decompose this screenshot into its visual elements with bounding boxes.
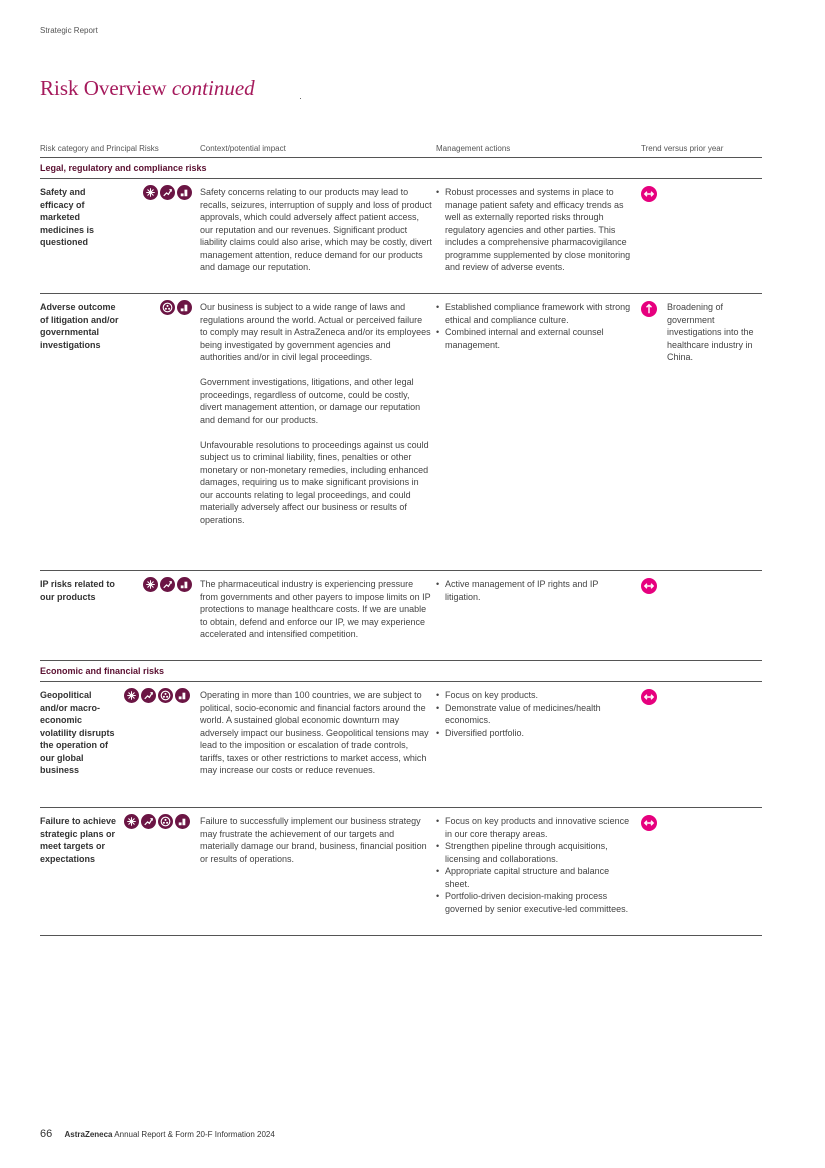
management-actions: [436, 578, 636, 603]
header-management: Management actions: [436, 144, 511, 153]
risk-name: IP risks related to our products: [40, 579, 115, 602]
trend-stable-icon: [641, 815, 657, 831]
context-paragraph: Government investigations, litigations, and other legal proceedings, regardless of outcome, could be costly, divert management attention, or damage our reputation and demand for our products.: [200, 377, 421, 425]
people-icon: [160, 300, 175, 315]
footer-publication: Annual Report & Form 20-F Information 2024: [114, 1130, 275, 1139]
category-legal: Legal, regulatory and compliance risks: [40, 158, 762, 179]
risk-icons: [124, 814, 190, 829]
risk-icons: [124, 688, 190, 703]
risk-name: Adverse outcome of litigation and/or governmental investigations: [40, 302, 119, 350]
header-trend: Trend versus prior year: [641, 144, 724, 153]
risk-context: [200, 815, 432, 865]
finance-icon: [177, 300, 192, 315]
title-continued: continued: [171, 76, 255, 100]
trend-note: Broadening of government investigations into the healthcare industry in China.: [667, 302, 754, 362]
people-icon: [158, 688, 173, 703]
risk-name: Geopolitical and/or macro-economic volatility disrupts the operation of our global business: [40, 690, 115, 775]
action-item: • Combined internal and external counsel management.: [436, 326, 636, 351]
context-paragraph: The pharmaceutical industry is experiencing pressure from governments and other payers to impose limits on IP protections to manage healthcare costs. If we are unable to obtain, defend and enforce our IP, we may experience accelerated and intensified competition.: [200, 579, 431, 639]
context-paragraph: Failure to successfully implement our business strategy may frustrate the achievement of our targets and materially damage our brand, business, financial position or results of operations.: [200, 816, 427, 864]
people-icon: [158, 814, 173, 829]
management-actions: [436, 689, 636, 739]
risk-row-ip: [40, 571, 762, 661]
growth-icon: [141, 814, 156, 829]
finance-icon: [175, 814, 190, 829]
action-item: • Focus on key products and innovative science in our core therapy areas.: [436, 815, 636, 840]
science-icon: [124, 688, 139, 703]
science-icon: [143, 185, 158, 200]
finance-icon: [175, 688, 190, 703]
stray-dot: [300, 98, 301, 99]
risk-icons: [143, 185, 192, 200]
management-actions: [436, 815, 636, 915]
trend-increasing-icon: [641, 301, 657, 317]
risk-row-safety: [40, 179, 762, 294]
action-item: • Active management of IP rights and IP litigation.: [436, 578, 636, 603]
risk-context: [200, 186, 432, 274]
management-actions: [436, 186, 636, 274]
finance-icon: [177, 577, 192, 592]
title-main: Risk Overview: [40, 76, 167, 100]
table-header: [40, 144, 762, 158]
context-paragraph: Operating in more than 100 countries, we are subject to political, socio-economic and financial factors around the world. A sustained global economic downturn may adversely impact our business. Geopolitical tensions may lead to the imposition or escalation of trade controls, tariffs, taxes or other restrictions to market access, which may increase our costs or reduce revenues.: [200, 690, 429, 775]
risk-name: Safety and efficacy of marketed medicines is questioned: [40, 187, 95, 247]
risk-icons: [160, 300, 192, 315]
context-paragraph: Unfavourable resolutions to proceedings against us could subject us to criminal liability, fines, penalties or other monetary or non-monetary remedies, including enhanced damages, requiring us to make significant provisions in our accounts relating to legal proceedings, and could materially adversely affect our business or results of operations.: [200, 439, 429, 525]
growth-icon: [160, 185, 175, 200]
section-label: Strategic Report: [40, 26, 98, 35]
action-item: • Diversified portfolio.: [436, 727, 636, 740]
trend-stable-icon: [641, 689, 657, 705]
risk-row-strategy: [40, 808, 762, 936]
risk-row-geopolitical: [40, 682, 762, 808]
trend-stable-icon: [641, 186, 657, 202]
action-item: • Appropriate capital structure and balance sheet.: [436, 865, 636, 890]
context-paragraph: Our business is subject to a wide range of laws and regulations around the world. Actual or perceived failure to comply may result in AstraZeneca and/or its employees being investigated by government agencies and authorities and/or in civil legal proceedings.: [200, 302, 431, 362]
risk-row-litigation: [40, 294, 762, 571]
risk-context: [200, 301, 432, 526]
page-title: [40, 76, 255, 101]
header-risk: Risk category and Principal Risks: [40, 144, 159, 153]
risk-context: [200, 689, 432, 777]
action-item: • Focus on key products.: [436, 689, 636, 702]
science-icon: [143, 577, 158, 592]
risk-context: [200, 578, 432, 641]
context-paragraph: Safety concerns relating to our products may lead to recalls, seizures, interruption of supply and loss of product approvals, which could adversely affect patient access, our reputation and our revenues. Significant product liability claims could also arise, which may be costly, divert management attention, reduce demand for our products and damage our reputation.: [200, 187, 432, 272]
management-actions: [436, 301, 636, 351]
action-item: • Robust processes and systems in place to manage patient safety and efficacy trends as well as externally reported risks through regulatory agencies and other parties. This includes a comprehensive pharmacovigilance programme supplemented by close monitoring and review of adverse events.: [436, 186, 636, 274]
science-icon: [124, 814, 139, 829]
trend-stable-icon: [641, 578, 657, 594]
risk-icons: [143, 577, 192, 592]
header-context: Context/potential impact: [200, 144, 286, 153]
risk-name: Failure to achieve strategic plans or meet targets or expectations: [40, 816, 117, 864]
growth-icon: [141, 688, 156, 703]
growth-icon: [160, 577, 175, 592]
action-item: • Strengthen pipeline through acquisitions, licensing and collaborations.: [436, 840, 636, 865]
action-item: • Demonstrate value of medicines/health economics.: [436, 702, 636, 727]
finance-icon: [177, 185, 192, 200]
action-item: • Established compliance framework with strong ethical and compliance culture.: [436, 301, 636, 326]
footer-brand: AstraZeneca: [64, 1130, 113, 1139]
category-economic: Economic and financial risks: [40, 661, 762, 682]
page-footer: [40, 1128, 275, 1140]
action-item: • Portfolio-driven decision-making process governed by senior executive-led committees.: [436, 890, 636, 915]
page-number: 66: [40, 1128, 53, 1140]
